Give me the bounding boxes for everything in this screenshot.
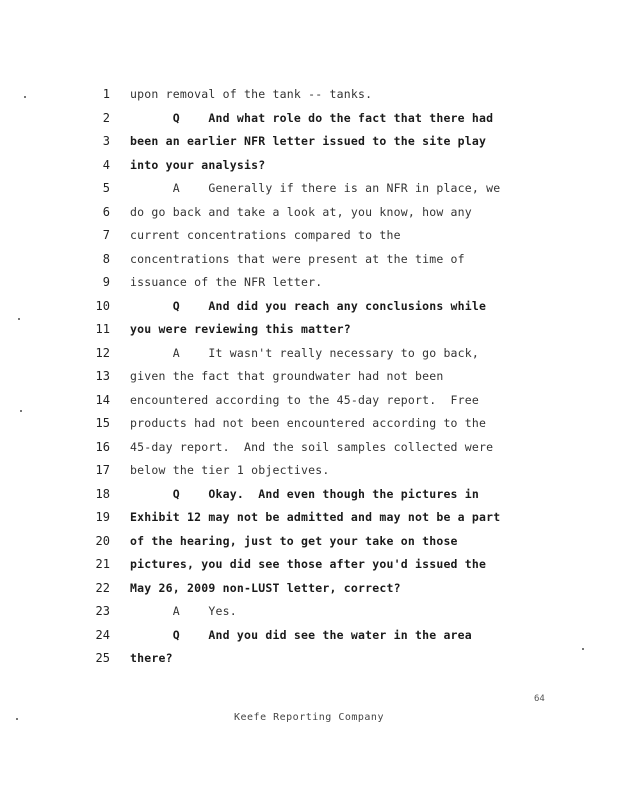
transcript-line xyxy=(0,436,618,459)
scan-speck xyxy=(24,96,26,98)
transcript-line xyxy=(0,177,618,200)
transcript-line xyxy=(0,600,618,623)
transcript-line xyxy=(0,342,618,365)
answer-text: current concentrations compared to the xyxy=(130,228,401,242)
transcript-line xyxy=(0,83,618,106)
line-number: 12 xyxy=(95,345,110,360)
line-number: 7 xyxy=(102,228,110,242)
transcript-line xyxy=(0,224,618,247)
line-number: 21 xyxy=(95,557,110,571)
answer-text: A It wasn't really necessary to go back, xyxy=(130,345,480,360)
question-text: Q And you did see the water in the area xyxy=(130,627,472,642)
scan-speck xyxy=(20,410,22,412)
transcript-line xyxy=(0,553,618,576)
line-number: 2 xyxy=(102,110,110,125)
answer-text: below the tier 1 objectives. xyxy=(130,463,330,477)
line-number: 18 xyxy=(95,486,110,501)
line-number: 11 xyxy=(95,322,110,336)
question-text: Exhibit 12 may not be admitted and may not be a part xyxy=(130,510,501,524)
question-text: Q Okay. And even though the pictures in xyxy=(130,486,480,501)
question-text: into your analysis? xyxy=(130,157,266,172)
line-number: 22 xyxy=(95,580,110,595)
answer-text: concentrations that were present at the time of xyxy=(130,251,465,266)
answer-text: A Yes. xyxy=(130,604,237,618)
transcript-line xyxy=(0,647,618,670)
line-number: 23 xyxy=(95,604,110,618)
line-number: 25 xyxy=(95,651,110,665)
transcript-line xyxy=(0,201,618,224)
transcript-line xyxy=(0,412,618,435)
transcript-line xyxy=(0,483,618,506)
transcript-line xyxy=(0,318,618,341)
transcript-line xyxy=(0,130,618,153)
transcript-line xyxy=(0,271,618,294)
question-text: of the hearing, just to get your take on those xyxy=(130,533,458,548)
question-text: Q And did you reach any conclusions while xyxy=(130,298,487,313)
line-number: 8 xyxy=(102,251,110,266)
line-number: 20 xyxy=(95,533,110,548)
scan-speck xyxy=(16,718,18,720)
line-number: 6 xyxy=(102,204,110,219)
line-number: 17 xyxy=(95,463,110,477)
line-number: 9 xyxy=(102,275,110,289)
line-number: 10 xyxy=(95,298,110,313)
line-number: 4 xyxy=(102,157,110,172)
answer-text: encountered according to the 45-day report. Free xyxy=(130,392,480,407)
line-number: 19 xyxy=(95,510,110,524)
scan-speck xyxy=(582,648,584,650)
line-number: 1 xyxy=(102,87,110,101)
scan-speck xyxy=(18,318,20,320)
answer-text: 45-day report. And the soil samples collected were xyxy=(130,439,494,454)
line-number: 24 xyxy=(95,627,110,642)
transcript-line xyxy=(0,389,618,412)
answer-text: issuance of the NFR letter. xyxy=(130,275,323,289)
transcript-line xyxy=(0,459,618,482)
transcript-line xyxy=(0,577,618,600)
transcript-line xyxy=(0,624,618,647)
line-number: 14 xyxy=(95,392,110,407)
footer-reporting-company: Keefe Reporting Company xyxy=(234,712,384,723)
page-number: 64 xyxy=(534,694,545,704)
question-text: you were reviewing this matter? xyxy=(130,322,351,336)
question-text: been an earlier NFR letter issued to the site play xyxy=(130,134,487,148)
line-number: 15 xyxy=(95,416,110,430)
transcript-line xyxy=(0,154,618,177)
transcript-line xyxy=(0,530,618,553)
answer-text: upon removal of the tank -- tanks. xyxy=(130,87,373,101)
question-text: May 26, 2009 non-LUST letter, correct? xyxy=(130,580,401,595)
transcript-line xyxy=(0,107,618,130)
question-text: pictures, you did see those after you'd issued the xyxy=(130,557,487,571)
answer-text: A Generally if there is an NFR in place, we xyxy=(130,181,501,195)
answer-text: given the fact that groundwater had not been xyxy=(130,369,444,383)
line-number: 5 xyxy=(102,181,110,195)
answer-text: do go back and take a look at, you know, how any xyxy=(130,204,472,219)
line-number: 16 xyxy=(95,439,110,454)
question-text: there? xyxy=(130,651,173,665)
answer-text: products had not been encountered according to the xyxy=(130,416,487,430)
transcript-line xyxy=(0,295,618,318)
transcript-line xyxy=(0,506,618,529)
transcript-line xyxy=(0,365,618,388)
line-number: 13 xyxy=(95,369,110,383)
question-text: Q And what role do the fact that there had xyxy=(130,110,494,125)
transcript-line xyxy=(0,248,618,271)
line-number: 3 xyxy=(102,134,110,148)
